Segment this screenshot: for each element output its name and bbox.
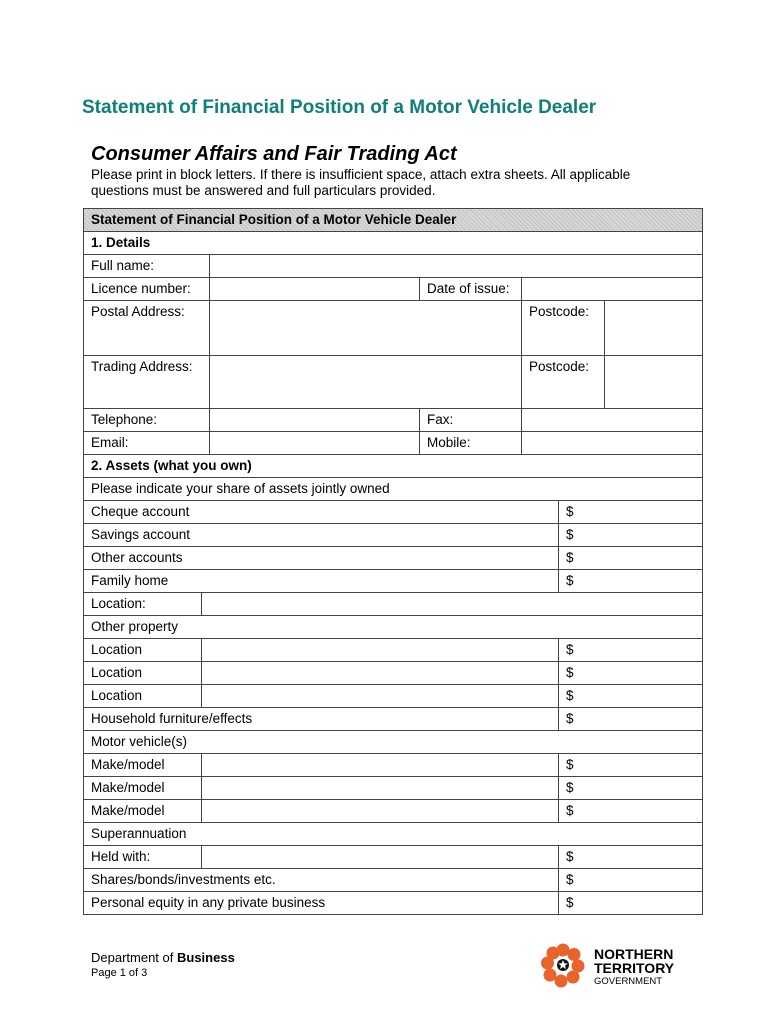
property-amount[interactable]: $ — [558, 661, 703, 685]
property-location-field[interactable] — [201, 638, 559, 662]
make-model-label: Make/model — [83, 799, 202, 823]
property-location-label: Location — [83, 638, 202, 662]
make-model-label: Make/model — [83, 776, 202, 800]
logo-line3: GOVERNMENT — [594, 976, 663, 987]
email-field[interactable] — [209, 431, 420, 455]
nt-government-logo — [538, 940, 688, 990]
postal-postcode-field[interactable] — [604, 300, 703, 356]
email-label: Email: — [83, 431, 210, 455]
mobile-field[interactable] — [521, 431, 703, 455]
savings-account-label: Savings account — [83, 523, 559, 547]
shares-label: Shares/bonds/investments etc. — [83, 868, 559, 892]
other-accounts-amount[interactable]: $ — [558, 546, 703, 570]
page-title: Statement of Financial Position of a Motor Vehicle Dealer — [82, 97, 597, 118]
department-prefix: Department of — [91, 950, 174, 965]
home-location-label: Location: — [83, 592, 202, 616]
personal-equity-amount[interactable]: $ — [558, 891, 703, 915]
personal-equity-label: Personal equity in any private business — [83, 891, 559, 915]
act-title: Consumer Affairs and Fair Trading Act — [91, 143, 457, 165]
trading-address-label: Trading Address: — [83, 355, 210, 409]
household-amount[interactable]: $ — [558, 707, 703, 731]
household-label: Household furniture/effects — [83, 707, 559, 731]
held-with-label: Held with: — [83, 845, 202, 869]
trading-postcode-label: Postcode: — [521, 355, 605, 409]
footer-department — [91, 950, 235, 965]
make-model-field[interactable] — [201, 799, 559, 823]
savings-account-amount[interactable]: $ — [558, 523, 703, 547]
postal-postcode-label: Postcode: — [521, 300, 605, 356]
postal-address-label: Postal Address: — [83, 300, 210, 356]
other-property-label: Other property — [83, 615, 703, 639]
property-location-field[interactable] — [201, 661, 559, 685]
fax-label: Fax: — [419, 408, 522, 432]
vehicle-amount[interactable]: $ — [558, 776, 703, 800]
property-amount[interactable]: $ — [558, 638, 703, 662]
make-model-field[interactable] — [201, 753, 559, 777]
section-assets-title: 2. Assets (what you own) — [83, 454, 703, 478]
full-name-field[interactable] — [209, 254, 703, 278]
home-location-field[interactable] — [201, 592, 703, 616]
make-model-label: Make/model — [83, 753, 202, 777]
property-amount[interactable]: $ — [558, 684, 703, 708]
family-home-label: Family home — [83, 569, 559, 593]
cheque-account-label: Cheque account — [83, 500, 559, 524]
cheque-account-amount[interactable]: $ — [558, 500, 703, 524]
mobile-label: Mobile: — [419, 431, 522, 455]
telephone-field[interactable] — [209, 408, 420, 432]
property-location-field[interactable] — [201, 684, 559, 708]
other-accounts-label: Other accounts — [83, 546, 559, 570]
trading-address-field[interactable] — [209, 355, 522, 409]
full-name-label: Full name: — [83, 254, 210, 278]
property-location-label: Location — [83, 684, 202, 708]
trading-postcode-field[interactable] — [604, 355, 703, 409]
held-with-field[interactable] — [201, 845, 559, 869]
fax-field[interactable] — [521, 408, 703, 432]
nt-flower-icon — [538, 940, 688, 990]
superannuation-amount[interactable]: $ — [558, 845, 703, 869]
instructions-text: Please print in block letters. If there is insufficient space, attach extra sheets. All applicable questions must be answered and full particulars provided. — [91, 167, 631, 198]
make-model-field[interactable] — [201, 776, 559, 800]
shares-amount[interactable]: $ — [558, 868, 703, 892]
form-heading: Statement of Financial Position of a Motor Vehicle Dealer — [83, 208, 703, 232]
date-of-issue-label: Date of issue: — [419, 277, 522, 301]
page-number: Page 1 of 3 — [91, 967, 148, 979]
logo-line1: NORTHERN — [594, 946, 674, 962]
date-of-issue-field[interactable] — [521, 277, 703, 301]
jointly-owned-note: Please indicate your share of assets jointly owned — [83, 477, 703, 501]
vehicle-amount[interactable]: $ — [558, 753, 703, 777]
superannuation-label: Superannuation — [83, 822, 703, 846]
section-details-title: 1. Details — [83, 231, 703, 255]
property-location-label: Location — [83, 661, 202, 685]
vehicle-amount[interactable]: $ — [558, 799, 703, 823]
family-home-amount[interactable]: $ — [558, 569, 703, 593]
telephone-label: Telephone: — [83, 408, 210, 432]
licence-number-label: Licence number: — [83, 277, 210, 301]
department-name: Business — [177, 950, 235, 965]
postal-address-field[interactable] — [209, 300, 522, 356]
licence-number-field[interactable] — [209, 277, 420, 301]
logo-line2: TERRITORY — [594, 960, 675, 976]
motor-vehicles-label: Motor vehicle(s) — [83, 730, 703, 754]
